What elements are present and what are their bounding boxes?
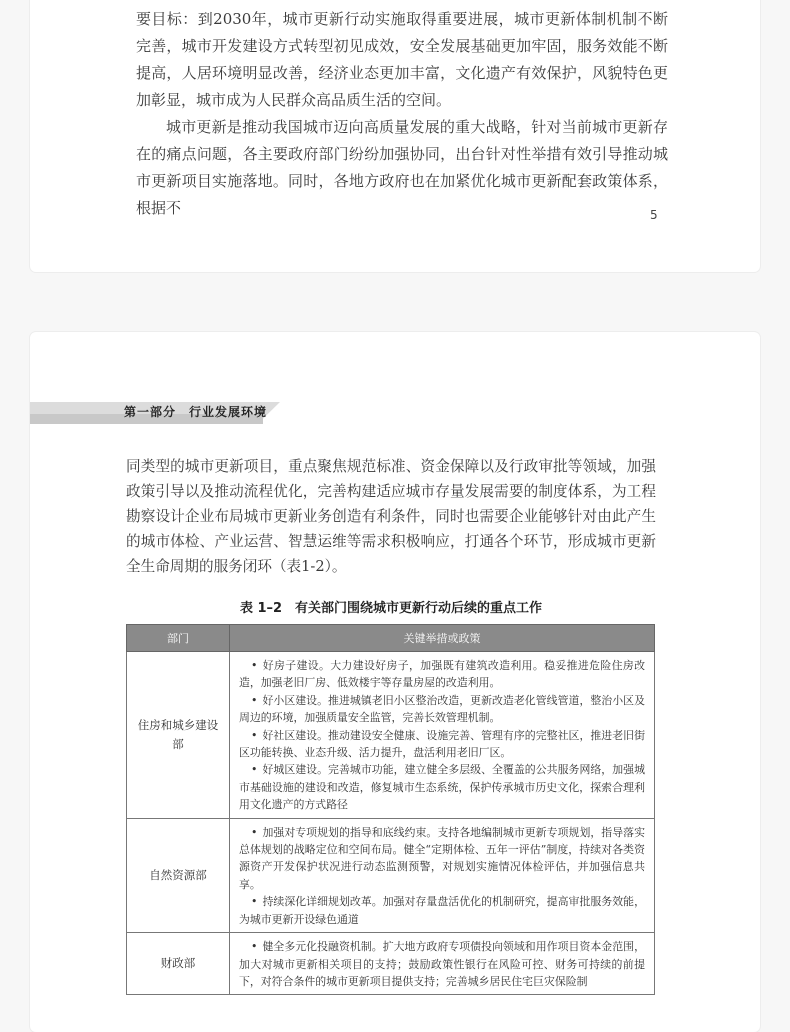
table-row	[127, 933, 655, 995]
page-card-6	[30, 332, 760, 1032]
body-paragraph: 同类型的城市更新项目，重点聚焦规范标准、资金保障以及行政审批等领域，加强政策引导以及推动流程优化，完善构建适应城市存量发展需要的制度体系，为工程勘察设计企业布局城市更新业务创造有利条件，同时也需要企业能够针对由此产生的城市体检、产业运营、智慧运维等需求积极响应，打通各个环节，形成城市更新全生命周期的服务闭环（表1-2）。	[126, 458, 656, 575]
department-cell: 住房和城乡建设部	[127, 652, 230, 819]
measure-item: • 好社区建设。推动建设安全健康、设施完善、管理有序的完整社区，推进老旧街区功能转换、业态升级、活力提升，盘活利用老旧厂区。	[239, 727, 645, 762]
department-cell: 自然资源部	[127, 818, 230, 932]
body-paragraph: 要目标：到2030年，城市更新行动实施取得重要进展，城市更新体制机制不断完善，城市开发建设方式转型初见成效，安全发展基础更加牢固，服务效能不断提高，人居环境明显改善，经济业态更加丰富，文化遗产有效保护，风貌特色更加彰显，城市成为人民群众高品质生活的空间。	[136, 10, 668, 109]
table-caption: 表 1–2 有关部门围绕城市更新行动后续的重点工作	[239, 601, 543, 616]
page-number: 5	[650, 208, 658, 222]
measures-cell	[230, 933, 655, 995]
table-row	[127, 652, 655, 819]
body-paragraph: 城市更新是推动我国城市迈向高质量发展的重大战略，针对当前城市更新存在的痛点问题，各主要政府部门纷纷加强协同，出台针对性举措有效引导推动城市更新项目实施落地。同时，各地方政府也在加紧优化城市更新配套政策体系，根据不	[136, 118, 668, 217]
table-row	[127, 818, 655, 932]
table-header-row	[127, 625, 655, 652]
measure-item: • 好小区建设。推进城镇老旧小区整治改造，更新改造老化管线管道，整治小区及周边的环境，加强质量安全监管，完善长效管理机制。	[239, 692, 645, 727]
measures-cell	[230, 818, 655, 932]
measure-item: • 加强对专项规划的指导和底线约束。支持各地编制城市更新专项规划，指导落实总体规划的战略定位和空间布局。健全“定期体检、五年一评估”制度，持续对各类资源资产开发保护状况进行动态监测预警，对规划实施情况体检评估，并加强信息共享。	[239, 824, 645, 894]
measure-item: • 好房子建设。大力建设好房子，加强既有建筑改造利用。稳妥推进危险住房改造，加强老旧厂房、低效楼宇等存量房屋的改造利用。	[239, 657, 645, 692]
measure-item: • 健全多元化投融资机制。扩大地方政府专项债投向领域和用作项目资本金范围，加大对城市更新相关项目的支持；鼓励政策性银行在风险可控、财务可持续的前提下，对符合条件的城市更新项目提供支持；完善城乡居民住宅巨灾保险制	[239, 938, 645, 990]
column-header-measures: 关键举措或政策	[230, 625, 655, 652]
measure-item: • 好城区建设。完善城市功能，建立健全多层级、全覆盖的公共服务网络，加强城市基础设施的建设和改造，修复城市生态系统，保护传承城市历史文化，探索合理利用文化遗产的方式路径	[239, 761, 645, 813]
policy-table	[126, 624, 655, 995]
section-title: 第一部分 行业发展环境	[124, 405, 268, 419]
column-header-department: 部门	[127, 625, 230, 652]
measures-cell	[230, 652, 655, 819]
page-card-5	[30, 0, 760, 272]
department-cell: 财政部	[127, 933, 230, 995]
measure-item: • 持续深化详细规划改革。加强对存量盘活优化的机制研究，提高审批服务效能，为城市更新开设绿色通道	[239, 893, 645, 928]
